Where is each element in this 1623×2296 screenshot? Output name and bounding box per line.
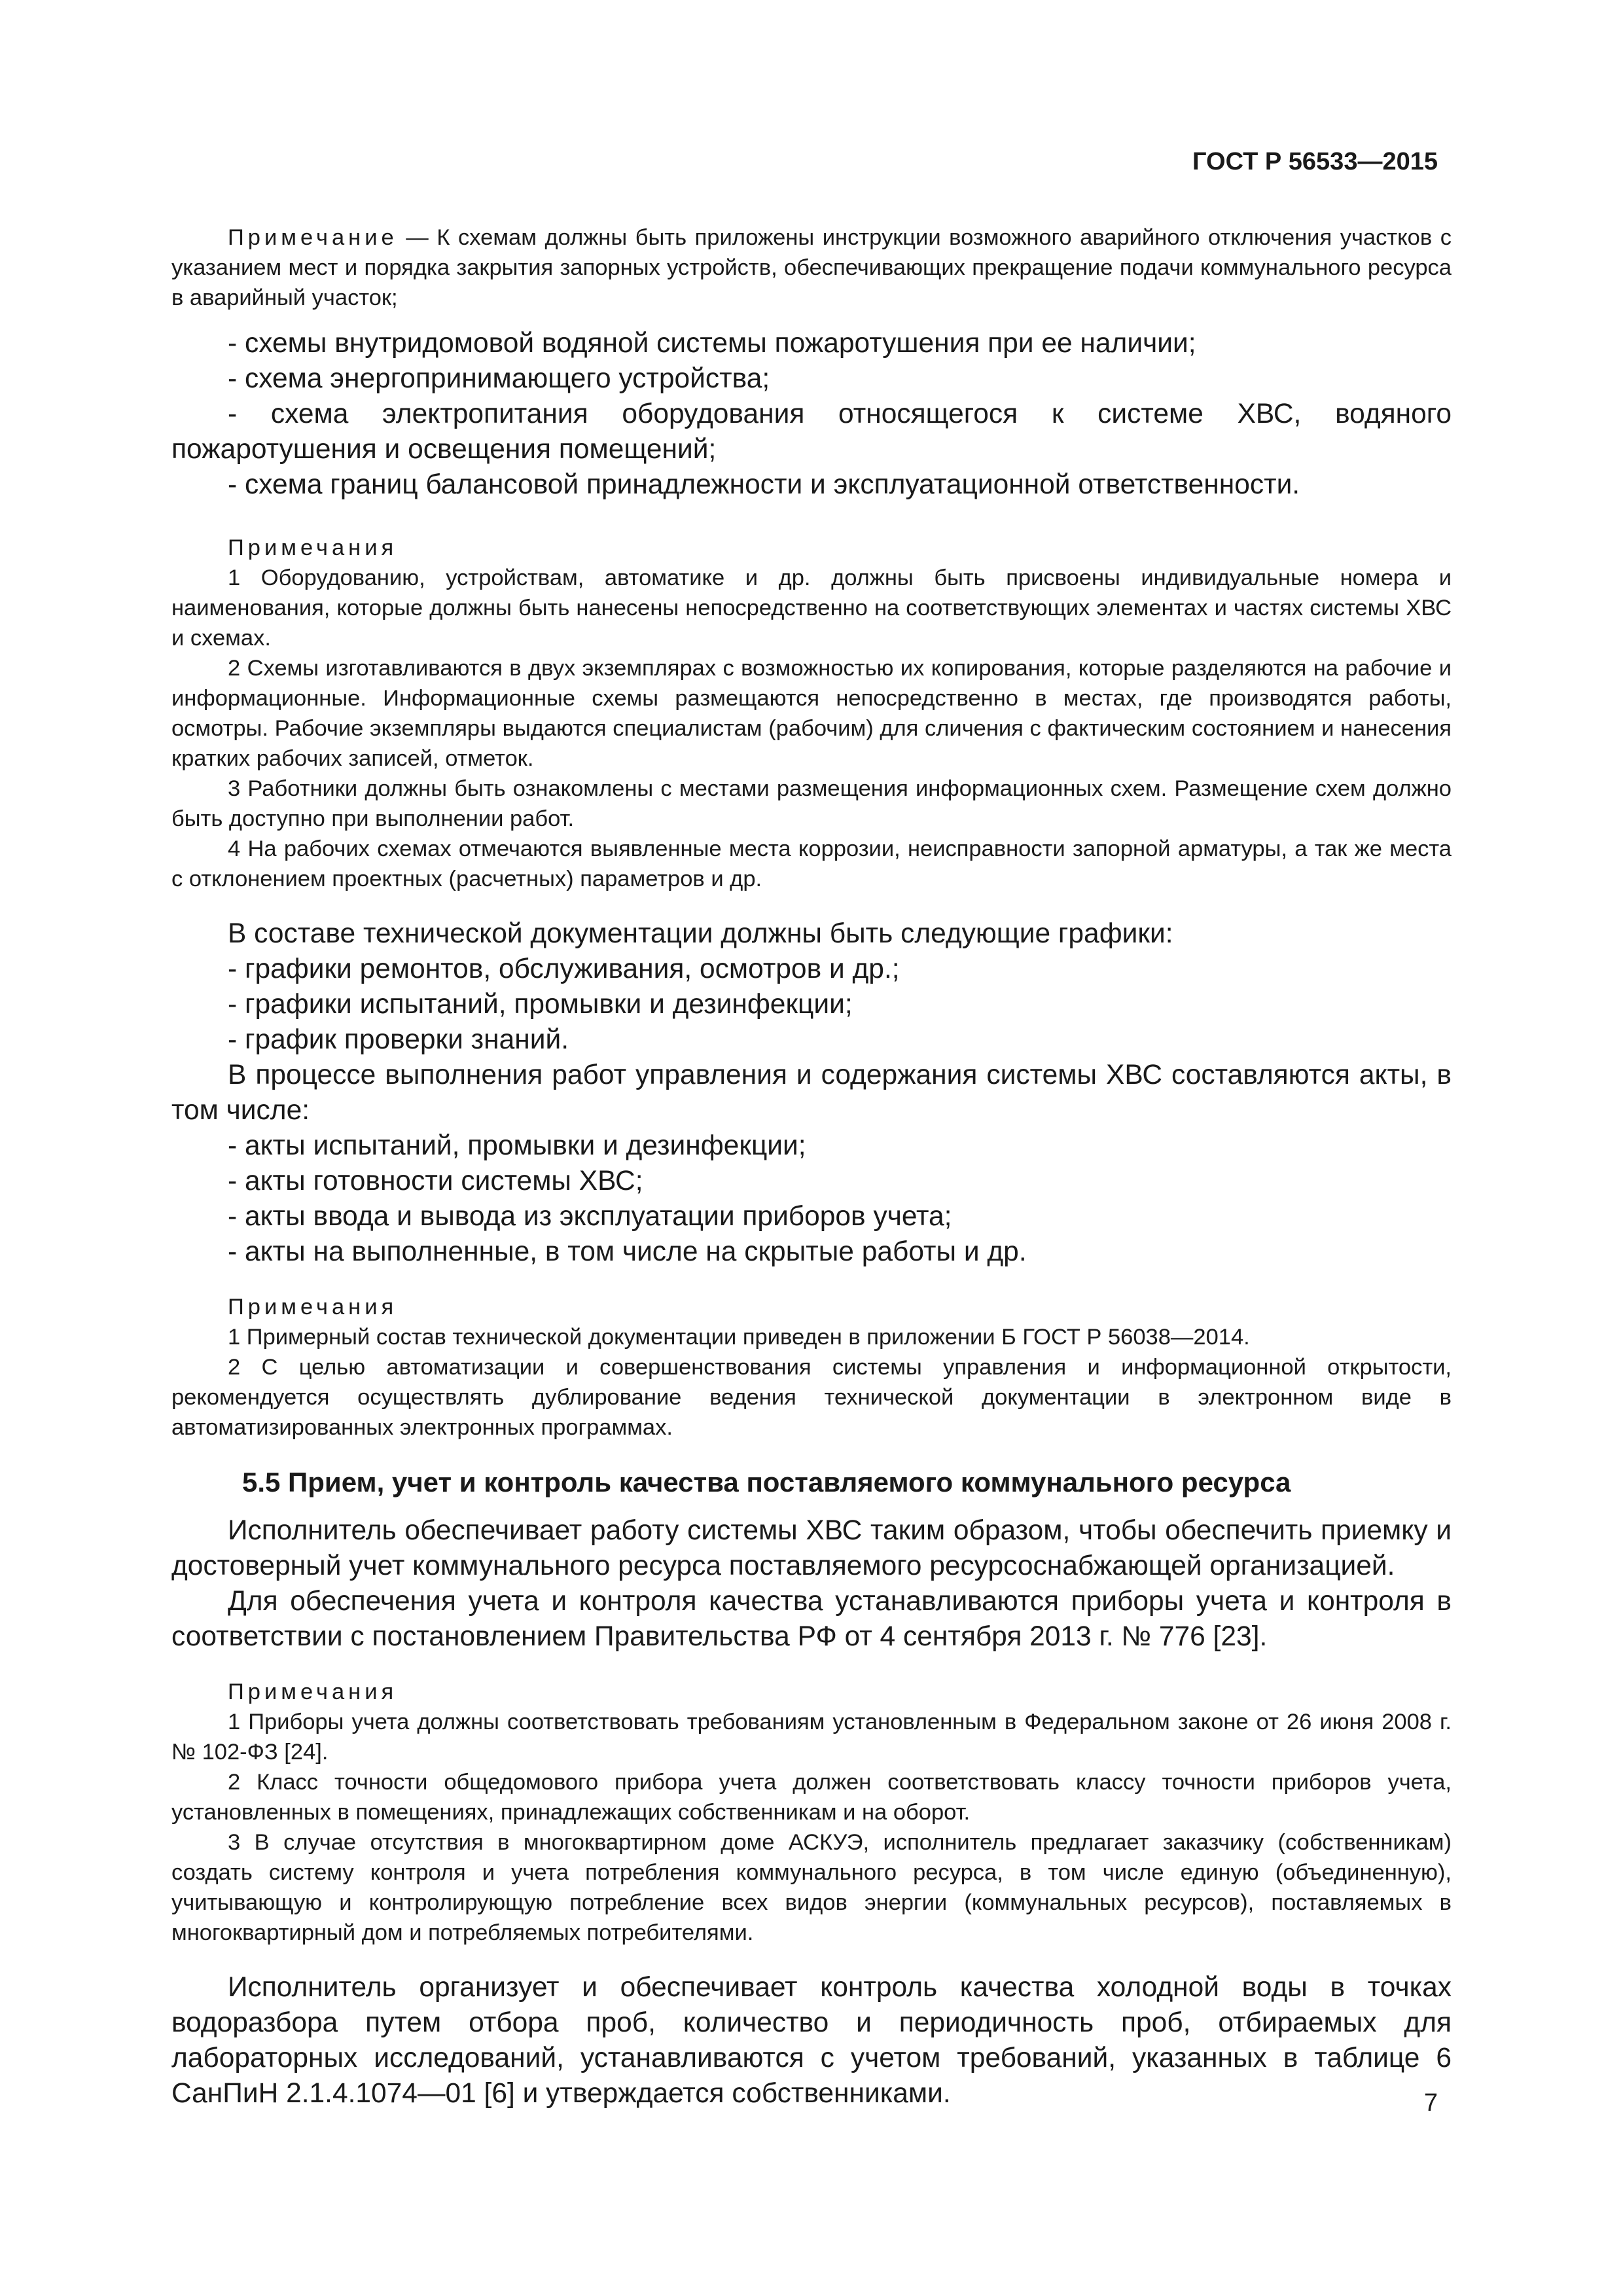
- list-item: - акты готовности системы ХВС;: [228, 1166, 643, 1196]
- list-item: - схема границ балансовой принадлежности и эксплуатационной ответственности.: [228, 469, 1300, 500]
- note-text: — К схемам должны быть приложены инструкции возможного аварийного отключения участков с указанием мест и порядка закрытия запорных устройств, обеспечивающих прекращение подачи коммунального ресурса в аварийный участок;: [171, 225, 1452, 310]
- note-item: 2 Схемы изготавливаются в двух экземплярах с возможностью их копирования, которые разделяются на рабочие и информационные. Информационные схемы размещаются непосредственно в местах, где производятся работы, осмотры. Рабочие экземпляры выдаются специалистам (рабочим) для сличения с фактическим состоянием и нанесения кратких рабочих записей, отметок.: [171, 656, 1452, 771]
- note-item: 1 Оборудованию, устройствам, автоматике и др. должны быть присвоены индивидуальные номера и наименования, которые должны быть нанесены непосредственно на соответствующих элементах и частях системы ХВС и схемах.: [171, 565, 1452, 651]
- page-content: [171, 223, 1452, 2111]
- body-paragraph: Исполнитель организует и обеспечивает контроль качества холодной воды в точках водоразбора путем отбора проб, количество и периодичность проб, отбираемых для лабораторных исследований, устанавливаются с учетом требований, указанных в таблице 6 СанПиН 2.1.4.1074—01 [6] и утверждается собственниками.: [171, 1972, 1452, 2109]
- list-item: - акты испытаний, промывки и дезинфекции;: [228, 1130, 806, 1161]
- section-heading: 5.5 Прием, учет и контроль качества поставляемого коммунального ресурса: [242, 1467, 1291, 1498]
- page-number: 7: [1423, 2089, 1438, 2117]
- note-item: 3 В случае отсутствия в многоквартирном доме АСКУЭ, исполнитель предлагает заказчику (собственникам) создать систему контроля и учета потребления коммунального ресурса, в том числе единую (объединенную), учитывающую и контролирующую потребление всех видов энергии (коммунальных ресурсов), поставляемых в многоквартирный дом и потребляемых потребителями.: [171, 1830, 1452, 1945]
- notes-label: Примечания: [228, 535, 398, 560]
- note-item: 3 Работники должны быть ознакомлены с местами размещения информационных схем. Размещение схем должно быть доступно при выполнении работ.: [171, 776, 1452, 831]
- body-paragraph: В процессе выполнения работ управления и содержания системы ХВС составляются акты, в том числе:: [171, 1060, 1452, 1126]
- body-paragraph: В составе технической документации должны быть следующие графики:: [228, 918, 1173, 949]
- list-item: - графики испытаний, промывки и дезинфекции;: [228, 989, 853, 1020]
- list-item: - акты ввода и вывода из эксплуатации приборов учета;: [228, 1201, 952, 1232]
- notes-label: Примечания: [228, 1295, 398, 1319]
- note-paragraph: [171, 223, 1452, 313]
- list-item: - схемы внутридомовой водяной системы пожаротушения при ее наличии;: [228, 328, 1196, 359]
- list-item: - схема энергопринимающего устройства;: [228, 363, 770, 394]
- list-item: - графики ремонтов, обслуживания, осмотров и др.;: [228, 954, 900, 984]
- body-paragraph: Исполнитель обеспечивает работу системы ХВС таким образом, чтобы обеспечить приемку и достоверный учет коммунального ресурса поставляемого ресурсоснабжающей организацией.: [171, 1515, 1452, 1581]
- list-item: - схема электропитания оборудования относящегося к системе ХВС, водяного пожаротушения и освещения помещений;: [171, 399, 1452, 465]
- note-item: 2 С целью автоматизации и совершенствования системы управления и информационной открытости, рекомендуется осуществлять дублирование ведения технической документации в электронном виде в автоматизированных электронных программах.: [171, 1355, 1452, 1440]
- note-item: 4 На рабочих схемах отмечаются выявленные места коррозии, неисправности запорной арматуры, а так же места с отклонением проектных (расчетных) параметров и др.: [171, 836, 1452, 891]
- note-item: 1 Приборы учета должны соответствовать требованиям установленным в Федеральном законе от 26 июня 2008 г. № 102-ФЗ [24].: [171, 1710, 1452, 1765]
- list-item: - график проверки знаний.: [228, 1024, 569, 1055]
- note-label: Примечание: [228, 225, 398, 250]
- note-item: 2 Класс точности общедомового прибора учета должен соответствовать классу точности приборов учета, установленных в помещениях, принадлежащих собственникам и на оборот.: [171, 1770, 1452, 1825]
- note-item: 1 Примерный состав технической документации приведен в приложении Б ГОСТ Р 56038—2014.: [228, 1325, 1250, 1350]
- body-paragraph: Для обеспечения учета и контроля качества устанавливаются приборы учета и контроля в соответствии с постановлением Правительства РФ от 4 сентября 2013 г. № 776 [23].: [171, 1586, 1452, 1652]
- standard-header: ГОСТ Р 56533—2015: [1192, 148, 1438, 175]
- list-item: - акты на выполненные, в том числе на скрытые работы и др.: [228, 1236, 1027, 1267]
- notes-label: Примечания: [228, 1679, 398, 1704]
